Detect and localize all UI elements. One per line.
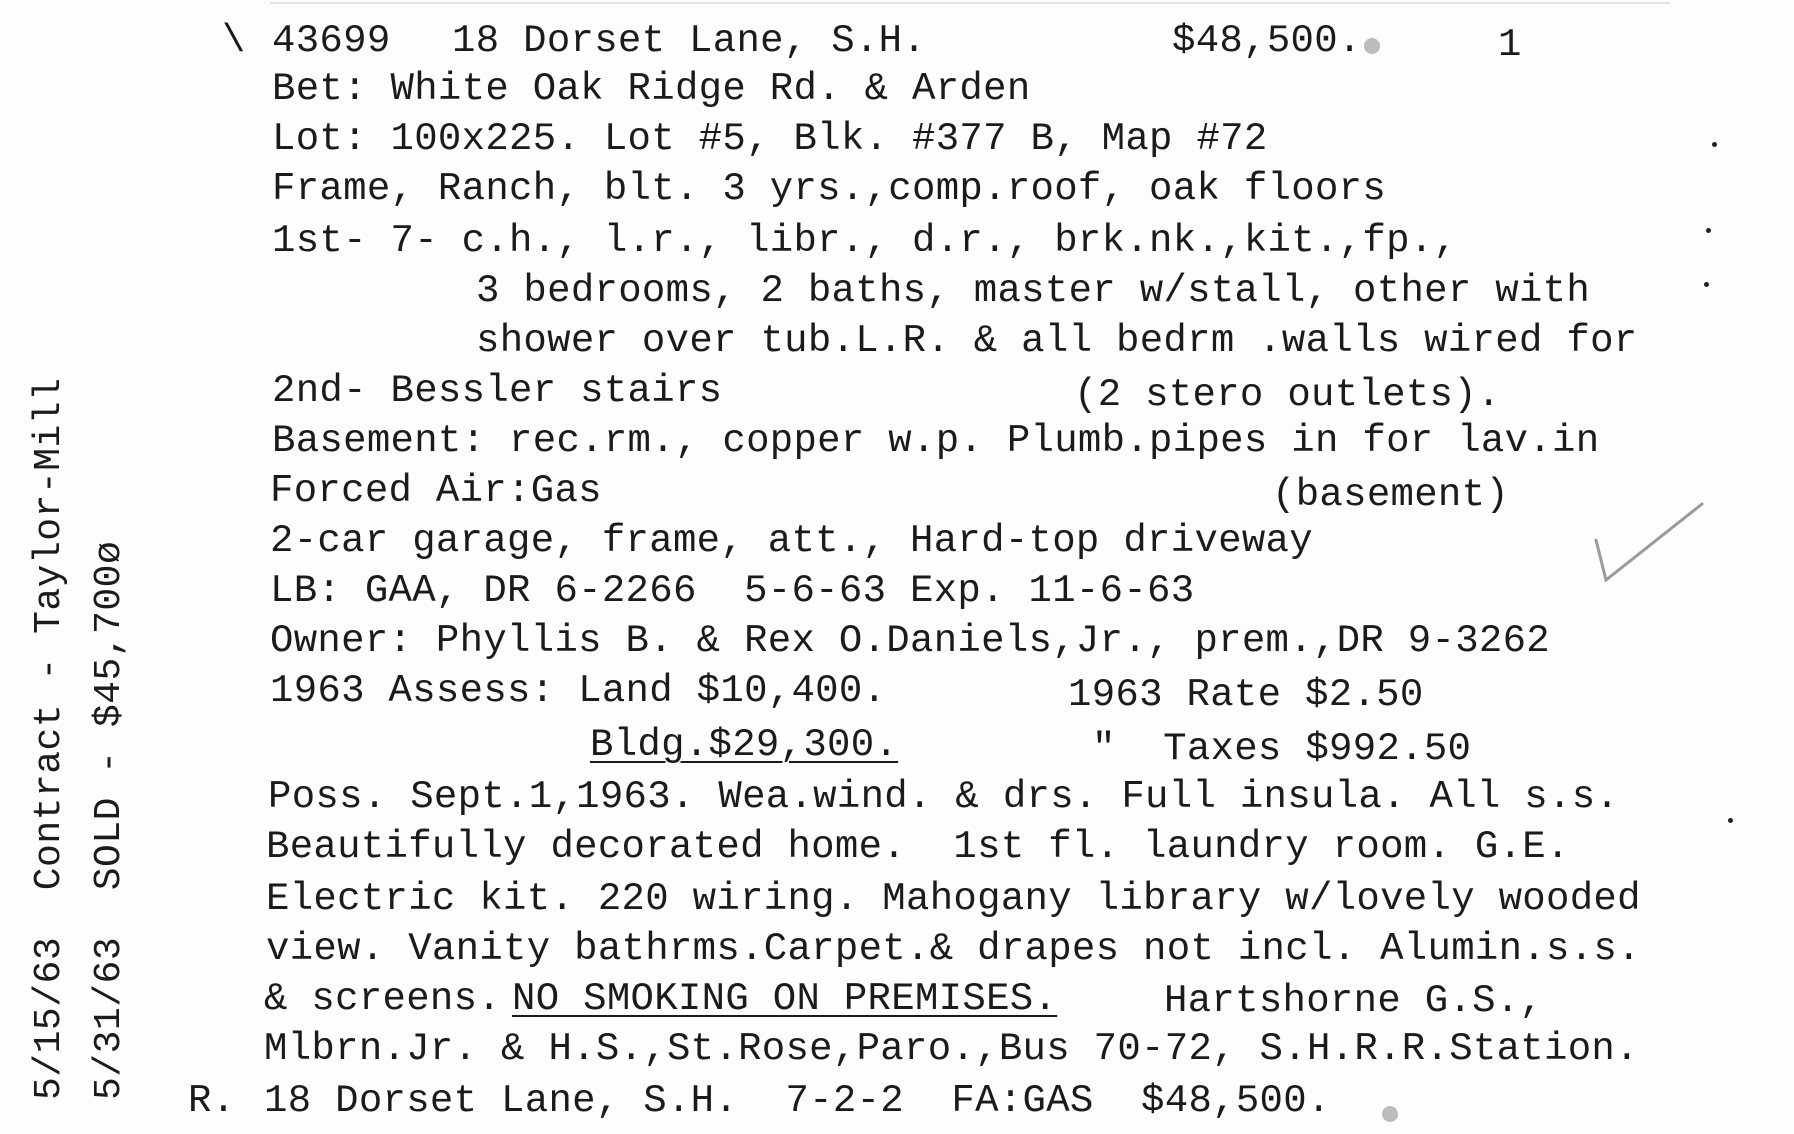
listing-number: 43699 <box>272 19 391 63</box>
decor-line: Beautifully decorated home. 1st fl. laundry room. G.E. <box>266 825 1570 869</box>
no-smoking-note: NO SMOKING ON PREMISES. <box>512 977 1058 1021</box>
first-floor-line: 1st- 7- c.h., l.r., libr., d.r., brk.nk.,kit.,fp., <box>272 219 1458 263</box>
dot-mark <box>1728 818 1733 823</box>
stereo-outlets-line: (2 stero outlets). <box>1074 373 1501 417</box>
owner-line: Owner: Phyllis B. & Rex O.Daniels,Jr., prem.,DR 9-3262 <box>270 619 1551 663</box>
dot-mark <box>1712 142 1717 147</box>
footer-prefix: R. <box>188 1079 236 1123</box>
smudge <box>1364 38 1380 54</box>
screens-line: & screens. <box>264 977 502 1021</box>
schools-line: Hartshorne G.S., <box>1164 979 1544 1023</box>
bedrooms-line: 3 bedrooms, 2 baths, master w/stall, other with <box>476 269 1591 313</box>
check-tick-icon <box>1590 494 1710 584</box>
shower-line: shower over tub.L.R. & all bedrm .walls wired for <box>476 319 1638 363</box>
header-mark: \ <box>222 19 246 63</box>
rate-line: 1963 Rate $2.50 <box>1068 673 1424 717</box>
header-price: $48,500. <box>1172 19 1362 63</box>
sold-note: 5/31/63 SOLD - $45,700ø <box>88 540 131 1100</box>
footer-summary: 18 Dorset Lane, S.H. 7-2-2 FA:GAS $48,500. <box>264 1079 1331 1123</box>
between-line: Bet: White Oak Ridge Rd. & Arden <box>272 67 1031 111</box>
listing-broker-line: LB: GAA, DR 6-2266 5-6-63 Exp. 11-6-63 <box>270 569 1195 613</box>
heating-line: Forced Air:Gas <box>270 469 602 513</box>
lot-line: Lot: 100x225. Lot #5, Blk. #377 B, Map #72 <box>272 117 1268 161</box>
assess-building: Bldg.$29,300. <box>590 723 899 767</box>
dot-mark <box>1706 228 1711 233</box>
transport-line: Mlbrn.Jr. & H.S.,St.Rose,Paro.,Bus 70-72, S.H.R.R.Station. <box>264 1027 1639 1071</box>
basement-note: (basement) <box>1272 473 1510 517</box>
dot-mark <box>1704 282 1709 287</box>
smudge <box>1382 1106 1398 1122</box>
top-rule <box>270 2 1670 4</box>
vanity-line: view. Vanity bathrms.Carpet.& drapes not incl. Alumin.s.s. <box>266 927 1641 971</box>
possession-line: Poss. Sept.1,1963. Wea.wind. & drs. Full insula. All s.s. <box>268 775 1620 819</box>
header-address: 18 Dorset Lane, S.H. <box>452 19 927 63</box>
page-number: 1 <box>1498 23 1522 67</box>
basement-line: Basement: rec.rm., copper w.p. Plumb.pipes in for lav.in <box>272 419 1600 463</box>
second-floor-line: 2nd- Bessler stairs <box>272 369 723 413</box>
electric-line: Electric kit. 220 wiring. Mahogany library w/lovely wooded <box>266 877 1641 921</box>
assess-land-line: 1963 Assess: Land $10,400. <box>270 669 887 713</box>
garage-line: 2-car garage, frame, att., Hard-top driveway <box>270 519 1313 563</box>
contract-note: 5/15/63 Contract - Taylor-Mill <box>28 377 71 1100</box>
construction-line: Frame, Ranch, blt. 3 yrs.,comp.roof, oak floors <box>272 167 1387 211</box>
taxes-line: " Taxes $992.50 <box>1092 727 1472 771</box>
